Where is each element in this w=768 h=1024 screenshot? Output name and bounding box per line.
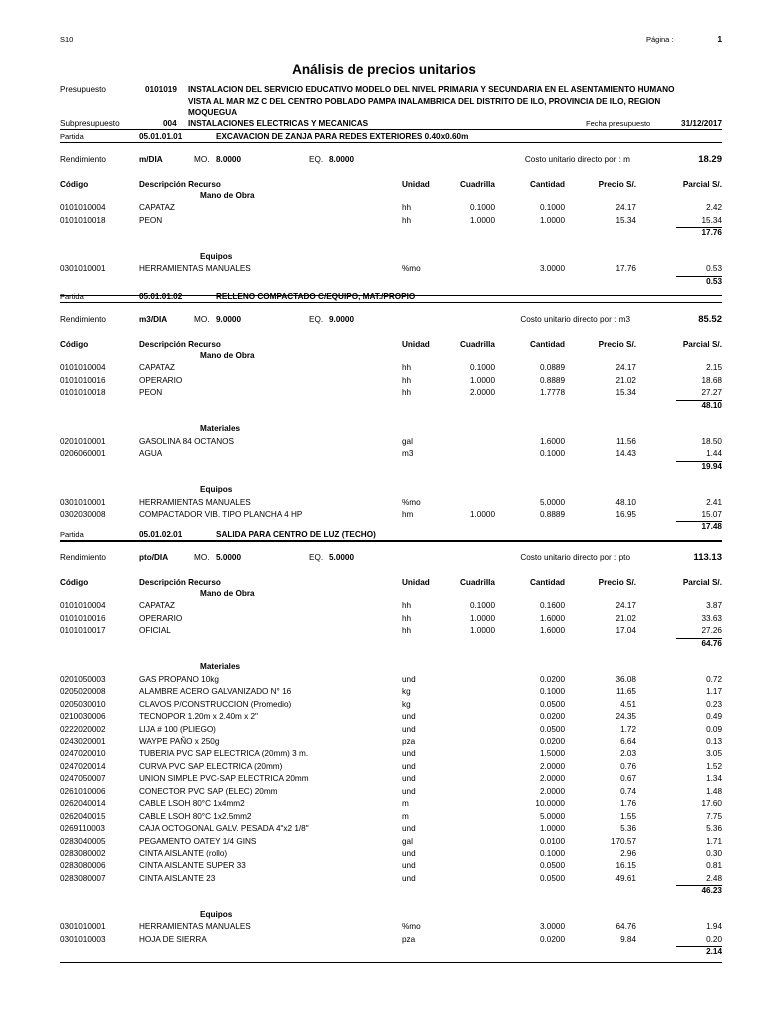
col-cuadrilla: Cuadrilla [459,578,495,587]
group-subtotal: 48.10 [701,400,722,410]
row-precio: 4.51 [620,699,636,709]
row-codigo: 0210030006 [60,712,106,722]
row-precio: 15.34 [615,215,636,225]
row-unidad: und [402,712,416,722]
row-unidad: und [402,761,416,771]
row-codigo: 0201050003 [60,674,106,684]
subpresupuesto-label: Subpresupuesto [60,119,120,128]
fecha-value: 31/12/2017 [681,119,722,128]
row-precio: 48.10 [615,497,636,507]
group-subtotal: 64.76 [701,638,722,648]
eq-value: 8.0000 [329,155,355,164]
eq-label: EQ. [309,155,324,164]
row-codigo: 0283080007 [60,873,106,883]
fecha-label: Fecha presupuesto [586,119,651,128]
row-descripcion: PEON [139,388,163,398]
partida-label: Partida [60,292,84,301]
row-cantidad: 2.0000 [539,786,565,796]
row-parcial: 0.53 [706,264,722,274]
row-cantidad: 5.0000 [539,497,565,507]
row-descripcion: CINTA AISLANTE (rollo) [139,849,228,858]
row-parcial: 2.48 [706,873,722,883]
row-parcial: 27.27 [701,388,722,398]
col-cantidad: Cantidad [529,180,565,189]
mo-label: MO. [194,155,210,164]
row-codigo: 0301010001 [60,922,106,932]
row-descripcion: OPERARIO [139,375,183,385]
col-cuadrilla: Cuadrilla [459,180,495,189]
subpresupuesto-code: 004 [163,119,177,128]
col-cantidad: Cantidad [529,578,565,587]
mo-value: 5.0000 [216,553,242,562]
row-cantidad: 0.0500 [539,861,565,871]
row-parcial: 0.49 [706,712,722,722]
row-descripcion: CONECTOR PVC SAP (ELEC) 20mm [139,786,278,796]
row-descripcion: CAPATAZ [139,601,175,611]
row-codigo: 0283080002 [60,849,106,858]
row-descripcion: GASOLINA 84 OCTANOS [139,436,234,446]
row-cantidad: 0.0500 [539,699,565,709]
row-descripcion: PEGAMENTO OATEY 1/4 GINS [139,836,257,846]
row-parcial: 17.60 [701,799,722,809]
row-unidad: m3 [402,449,414,459]
rendimiento-label: Rendimiento [60,315,106,324]
row-unidad: und [402,849,416,858]
row-codigo: 0101010016 [60,375,106,385]
row-cantidad: 0.0200 [539,934,565,944]
row-parcial: 2.42 [706,203,722,213]
group-title: Mano de Obra [200,191,255,200]
row-cantidad: 5.0000 [539,811,565,821]
row-unidad: pza [402,934,416,944]
row-cuadrilla: 1.0000 [469,375,495,385]
row-parcial: 3.87 [706,601,722,611]
row-descripcion: LIJA # 100 (PLIEGO) [139,724,216,734]
row-descripcion: HERRAMIENTAS MANUALES [139,922,251,932]
row-codigo: 0247050007 [60,774,106,784]
page-label: Página : [646,35,674,44]
col-descripcion: Descripción Recurso [139,578,221,587]
row-cantidad: 0.0200 [539,674,565,684]
row-unidad: und [402,786,416,796]
eq-label: EQ. [309,315,324,324]
costo-label: Costo unitario directo por : m [524,155,630,164]
row-codigo: 0101010018 [60,388,106,398]
row-cantidad: 1.6000 [539,626,565,636]
row-precio: 21.02 [615,613,636,623]
row-parcial: 0.30 [706,849,722,858]
row-precio: 24.17 [615,363,636,373]
row-precio: 24.17 [615,203,636,213]
row-precio: 1.76 [620,799,636,809]
row-cantidad: 0.1000 [539,449,565,459]
row-precio: 2.96 [620,849,636,858]
row-unidad: hh [402,626,412,636]
row-precio: 170.57 [610,836,636,846]
row-cantidad: 1.6000 [539,613,565,623]
row-unidad: %mo [402,264,421,274]
rendimiento-unit: m/DIA [139,155,163,164]
row-descripcion: OFICIAL [139,626,171,636]
row-unidad: hh [402,363,412,373]
row-unidad: kg [402,699,411,709]
row-cantidad: 0.0500 [539,724,565,734]
row-descripcion: GAS PROPANO 10kg [139,674,219,684]
row-codigo: 0269110003 [60,824,105,834]
row-codigo: 0201010001 [60,436,106,446]
row-descripcion: HERRAMIENTAS MANUALES [139,264,251,274]
row-cantidad: 0.0100 [539,836,565,846]
col-descripcion: Descripción Recurso [139,340,221,349]
group-title: Mano de Obra [200,589,255,598]
costo-label: Costo unitario directo por : pto [520,553,630,562]
col-cantidad: Cantidad [529,340,565,349]
row-descripcion: ALAMBRE ACERO GALVANIZADO N° 16 [139,687,292,697]
rendimiento-unit: pto/DIA [139,553,169,562]
group-title: Equipos [200,909,233,919]
row-cantidad: 1.0000 [539,824,565,834]
row-codigo: 0243020001 [60,736,106,746]
partida-divider [60,540,722,541]
costo-value: 85.52 [698,314,722,325]
col-unidad: Unidad [402,578,430,587]
row-precio: 9.84 [620,934,636,944]
row-parcial: 18.68 [701,375,722,385]
row-descripcion: TECNOPOR 1.20m x 2.40m x 2" [139,712,258,722]
row-codigo: 0247020014 [60,761,106,771]
row-codigo: 0205020008 [60,687,106,697]
group-subtotal: 17.76 [701,228,722,238]
mo-value: 8.0000 [216,155,242,164]
group-title: Equipos [200,485,233,495]
group-title: Mano de Obra [200,351,255,360]
partida-label: Partida [60,132,84,141]
row-cuadrilla: 1.0000 [469,613,495,623]
row-precio: 16.15 [615,861,636,871]
row-descripcion: CAJA OCTOGONAL GALV. PESADA 4"x2 1/8" [139,824,309,834]
row-cantidad: 0.0200 [539,712,565,722]
col-cuadrilla: Cuadrilla [459,340,495,349]
row-unidad: hh [402,215,412,225]
row-descripcion: HOJA DE SIERRA [139,934,207,944]
rendimiento-label: Rendimiento [60,155,106,164]
page-number: 1 [717,35,722,44]
col-unidad: Unidad [402,180,430,189]
system-label: S10 [60,35,74,44]
row-codigo: 0302030008 [60,509,106,519]
row-cantidad: 0.1000 [539,687,565,697]
row-codigo: 0206060001 [60,449,106,459]
row-parcial: 3.05 [706,749,722,759]
row-unidad: hh [402,601,412,611]
row-codigo: 0101010016 [60,613,106,623]
row-parcial: 1.94 [706,922,722,932]
row-precio: 11.65 [616,687,636,697]
partida-label: Partida [60,530,84,539]
row-parcial: 1.17 [706,687,722,697]
row-cantidad: 0.0200 [539,736,565,746]
row-codigo: 0301010001 [60,264,106,274]
row-codigo: 0101010004 [60,363,106,373]
row-descripcion: AGUA [139,449,163,459]
row-unidad: und [402,873,416,883]
row-parcial: 1.34 [706,774,722,784]
row-cantidad: 2.0000 [539,761,565,771]
row-descripcion: CABLE LSOH 80°C 1x4mm2 [139,799,245,809]
row-unidad: kg [402,687,411,697]
row-unidad: hh [402,203,412,213]
row-parcial: 7.75 [706,811,722,821]
presupuesto-desc-line1: INSTALACION DEL SERVICIO EDUCATIVO MODELO DEL NIVEL PRIMARIA Y SECUNDARIA EN EL ASENTAMIENTO HUMANO [188,85,675,94]
costo-value: 113.13 [693,552,722,563]
row-cantidad: 2.0000 [539,774,565,784]
group-subtotal: 19.94 [701,461,722,471]
row-unidad: gal [402,436,413,446]
row-cuadrilla: 0.1000 [469,203,495,213]
row-precio: 21.02 [615,375,636,385]
row-descripcion: OPERARIO [139,613,183,623]
row-cuadrilla: 0.1000 [469,363,495,373]
row-cantidad: 10.0000 [535,799,565,809]
row-cantidad: 1.5000 [539,749,565,759]
row-cantidad: 0.8889 [539,375,565,385]
partida-code: 05.01.01.02 [139,292,183,301]
row-precio: 16.95 [615,509,636,519]
row-descripcion: TUBERIA PVC SAP ELECTRICA (20mm) 3 m. [139,749,309,759]
row-parcial: 1.52 [706,761,722,771]
row-cuadrilla: 1.0000 [469,626,495,636]
eq-value: 5.0000 [329,553,355,562]
row-cantidad: 0.8889 [539,509,565,519]
row-parcial: 18.50 [701,436,722,446]
costo-label: Costo unitario directo por : m3 [520,315,630,324]
row-codigo: 0261010006 [60,786,106,796]
group-title: Materiales [200,424,241,434]
partida-name: SALIDA PARA CENTRO DE LUZ (TECHO) [216,530,376,539]
col-parcial: Parcial S/. [682,180,722,189]
row-parcial: 2.15 [706,363,722,373]
row-cantidad: 1.7778 [539,388,565,398]
row-unidad: und [402,674,416,684]
row-codigo: 0247020010 [60,749,106,759]
row-cuadrilla: 1.0000 [469,215,495,225]
row-precio: 0.67 [620,774,636,784]
col-precio: Precio S/. [598,340,636,349]
row-unidad: m [402,811,409,821]
row-unidad: gal [402,836,413,846]
row-cantidad: 0.1600 [539,601,565,611]
partida-name: EXCAVACION DE ZANJA PARA REDES EXTERIORES 0.40x0.60m [216,132,469,141]
row-cuadrilla: 0.1000 [469,601,495,611]
row-unidad: hm [402,509,414,519]
row-cantidad: 0.0889 [539,363,565,373]
row-precio: 0.76 [620,761,636,771]
row-descripcion: CAPATAZ [139,203,175,213]
row-precio: 24.17 [615,601,636,611]
row-descripcion: CABLE LSOH 80°C 1x2.5mm2 [139,811,252,821]
row-unidad: und [402,824,416,834]
row-parcial: 1.71 [706,836,722,846]
row-unidad: hh [402,375,412,385]
row-unidad: und [402,749,416,759]
row-parcial: 0.09 [706,724,722,734]
partida-name: RELLENO COMPACTADO C/EQUIPO, MAT./PROPIO [216,292,416,301]
row-parcial: 0.13 [706,736,722,746]
page-bottom-divider [60,962,722,963]
presupuesto-desc-line3: MOQUEGUA [188,108,238,117]
row-precio: 11.56 [616,436,636,446]
row-codigo: 0301010003 [60,934,106,944]
row-precio: 36.08 [615,674,636,684]
row-descripcion: CAPATAZ [139,363,175,373]
row-codigo: 0283080006 [60,861,106,871]
partida-divider [60,142,722,143]
row-precio: 17.04 [615,626,636,636]
costo-value: 18.29 [698,154,722,165]
row-descripcion: UNION SIMPLE PVC-SAP ELECTRICA 20mm [139,774,309,784]
row-unidad: und [402,774,416,784]
row-precio: 1.72 [620,724,636,734]
row-unidad: m [402,799,409,809]
row-codigo: 0101010017 [60,626,106,636]
row-descripcion: COMPACTADOR VIB. TIPO PLANCHA 4 HP [139,509,303,519]
row-cantidad: 3.0000 [539,922,565,932]
row-parcial: 0.72 [706,674,722,684]
row-precio: 64.76 [615,922,636,932]
partida-code: 05.01.01.01 [139,132,183,141]
row-descripcion: CLAVOS P/CONSTRUCCION (Promedio) [139,699,292,709]
row-cantidad: 1.0000 [539,215,565,225]
presupuesto-label: Presupuesto [60,85,106,94]
row-precio: 5.36 [620,824,636,834]
row-descripcion: CINTA AISLANTE SUPER 33 [139,861,246,871]
presupuesto-desc-line2: VISTA AL MAR MZ C DEL CENTRO POBLADO PAMPA INALAMBRICA DEL DISTRITO DE ILO, PROVINCIA DE ILO, REGION [188,97,661,106]
col-unidad: Unidad [402,340,430,349]
row-codigo: 0101010004 [60,601,106,611]
col-codigo: Código [60,578,89,587]
rendimiento-label: Rendimiento [60,553,106,562]
row-parcial: 0.81 [706,861,722,871]
group-subtotal: 0.53 [706,276,722,286]
row-unidad: und [402,724,416,734]
row-descripcion: WAYPE PAÑO x 250g [139,736,220,746]
row-unidad: hh [402,613,412,623]
row-codigo: 0262040014 [60,799,106,809]
col-parcial: Parcial S/. [682,578,722,587]
col-codigo: Código [60,180,89,189]
eq-value: 9.0000 [329,315,355,324]
group-subtotal: 17.48 [701,522,722,532]
page-title: Análisis de precios unitarios [292,62,476,77]
presupuesto-code: 0101019 [145,85,177,94]
row-unidad: hh [402,388,412,398]
row-descripcion: PEON [139,215,163,225]
row-unidad: %mo [402,922,421,932]
row-parcial: 5.36 [706,824,722,834]
row-parcial: 2.41 [706,497,722,507]
row-descripcion: CINTA AISLANTE 23 [139,873,216,883]
row-unidad: pza [402,736,416,746]
row-cantidad: 0.1000 [539,849,565,858]
row-unidad: %mo [402,497,421,507]
mo-label: MO. [194,553,210,562]
row-codigo: 0222020002 [60,724,106,734]
row-cuadrilla: 1.0000 [469,509,495,519]
row-codigo: 0283040005 [60,836,106,846]
row-unidad: und [402,861,416,871]
header-divider [60,129,722,130]
row-parcial: 15.34 [701,215,722,225]
col-precio: Precio S/. [598,180,636,189]
row-parcial: 1.44 [706,449,722,459]
row-cuadrilla: 2.0000 [469,388,495,398]
row-cantidad: 0.1000 [539,203,565,213]
row-parcial: 33.63 [701,613,722,623]
row-precio: 14.43 [615,449,636,459]
group-title: Equipos [200,251,233,261]
row-codigo: 0301010001 [60,497,106,507]
row-cantidad: 3.0000 [539,264,565,274]
row-parcial: 15.07 [701,509,722,519]
group-subtotal: 46.23 [701,886,722,896]
row-codigo: 0101010004 [60,203,106,213]
row-codigo: 0101010018 [60,215,106,225]
row-precio: 15.34 [615,388,636,398]
row-parcial: 0.20 [706,934,722,944]
row-cantidad: 0.0500 [539,873,565,883]
row-codigo: 0262040015 [60,811,106,821]
mo-value: 9.0000 [216,315,242,324]
col-codigo: Código [60,340,89,349]
row-precio: 24.35 [615,712,636,722]
col-descripcion: Descripción Recurso [139,180,221,189]
col-precio: Precio S/. [598,578,636,587]
eq-label: EQ. [309,553,324,562]
row-precio: 49.61 [615,873,636,883]
mo-label: MO. [194,315,210,324]
row-cantidad: 1.6000 [539,436,565,446]
partida-code: 05.01.02.01 [139,530,183,539]
partida-divider [60,302,722,303]
row-parcial: 1.48 [706,786,722,796]
row-precio: 6.64 [620,736,636,746]
row-codigo: 0205030010 [60,699,106,709]
row-descripcion: HERRAMIENTAS MANUALES [139,497,251,507]
subpresupuesto-desc: INSTALACIONES ELECTRICAS Y MECANICAS [188,119,369,128]
row-precio: 2.03 [620,749,636,759]
col-parcial: Parcial S/. [682,340,722,349]
rendimiento-unit: m3/DIA [139,315,168,324]
group-title: Materiales [200,662,241,672]
row-parcial: 0.23 [706,699,722,709]
row-precio: 1.55 [620,811,636,821]
row-precio: 17.76 [615,264,636,274]
row-descripcion: CURVA PVC SAP ELECTRICA (20mm) [139,761,283,771]
row-parcial: 27.26 [701,626,722,636]
row-precio: 0.74 [620,786,636,796]
group-subtotal: 2.14 [706,947,722,957]
